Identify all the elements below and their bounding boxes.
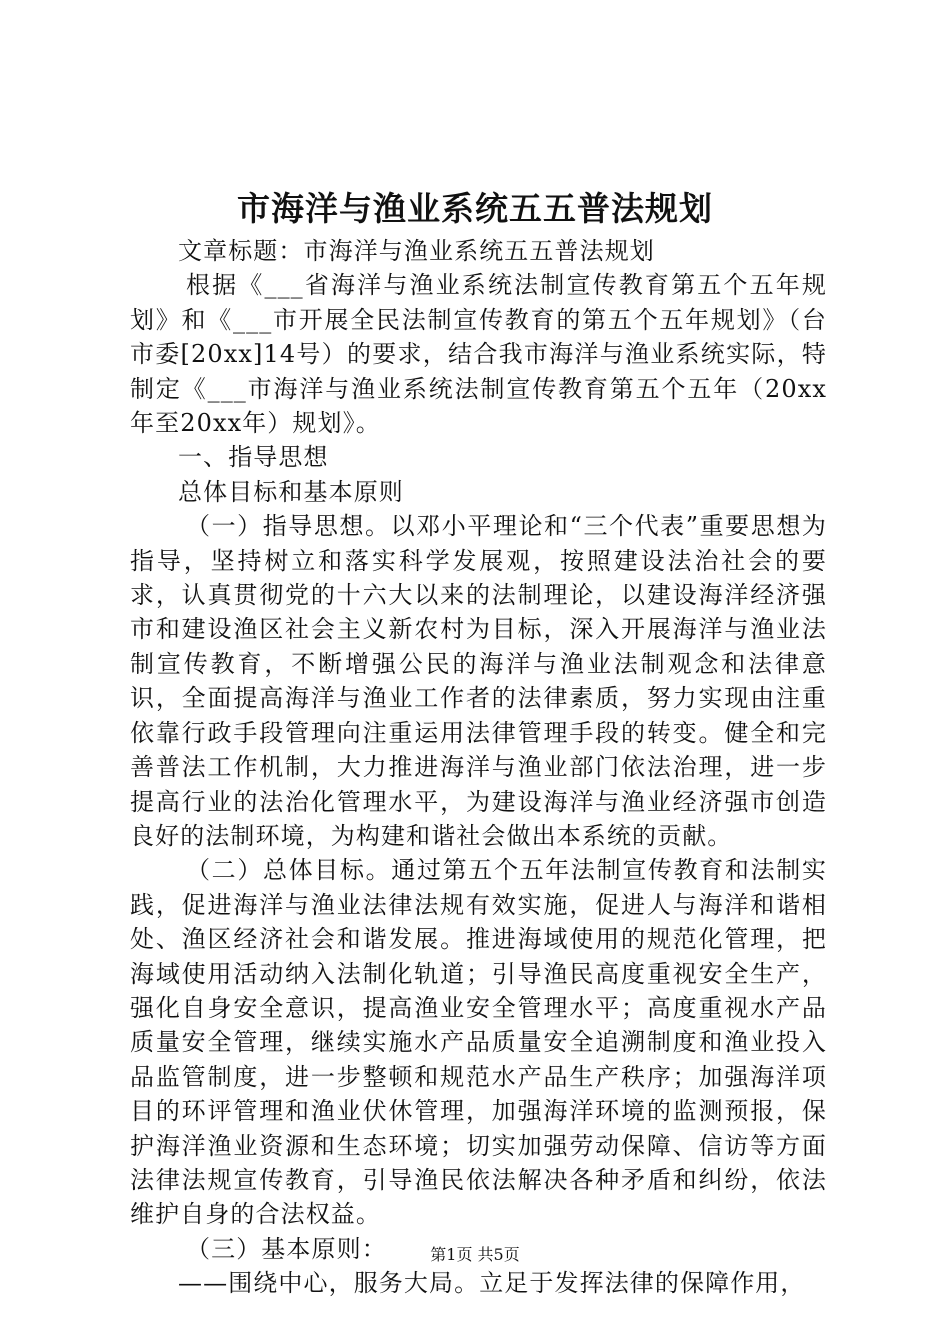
section-heading: 一、指导思想 bbox=[178, 443, 329, 472]
paragraph: 文章标题：市海洋与渔业系统五五普法规划 bbox=[178, 237, 655, 265]
paragraph: ——围绕中心，服务大局。立足于发挥法律的保障作用， bbox=[178, 1269, 806, 1298]
paragraph: （三）基本原则： bbox=[186, 1234, 387, 1263]
paragraph: （二）总体目标。通过第五个五年法制宣传教育和法制实践，促进海洋与渔业法律法规有效实施，促进人与海洋和谐相处、渔区经济社会和谐发展。推进海域使用的规范化管理，把海域使用活动纳入法制化轨道；引导渔民高度重视安全生产，强化自身安全意识，提高渔业安全管理水平；高度重视水产品质量安全管理，继续实施水产品质量安全追溯制度和渔业投入品监管制度，进一步整顿和规范水产品生产秩序；加强海洋项目的环评管理和渔业伏休管理，加强海洋环境的监测预报，保护海洋渔业资源和生态环境；切实加强劳动保障、信访等方面法律法规宣传教育，引导渔民依法解决各种矛盾和纠纷，依法维护自身的合法权益。 bbox=[130, 856, 827, 1229]
page-footer: 第1页 共5页 bbox=[430, 1245, 520, 1264]
paragraph: （一）指导思想。以邓小平理论和“三个代表”重要思想为指导，坚持树立和落实科学发展观，按照建设法治社会的要求，认真贯彻党的十六大以来的法制理论，以建设海洋经济强市和建设渔区社会主义新农村为目标，深入开展海洋与渔业法制宣传教育，不断增强公民的海洋与渔业法制观念和法律意识，全面提高海洋与渔业工作者的法律素质，努力实现由注重依靠行政手段管理向注重运用法律管理手段的转变。健全和完善普法工作机制，大力推进海洋与渔业部门依法治理，进一步提高行业的法治化管理水平，为建设海洋与渔业经济强市创造良好的法制环境，为构建和谐社会做出本系统的贡献。 bbox=[130, 512, 827, 850]
document-body bbox=[130, 234, 827, 1301]
document-title: 市海洋与渔业系统五五普法规划 bbox=[237, 189, 713, 228]
paragraph: 根据《___省海洋与渔业系统法制宣传教育第五个五年规划》和《___市开展全民法制宣传教育的第五个五年规划》（台市委[20xx]14号）的要求，结合我市海洋与渔业系统实际，特制定《___市海洋与渔业系统法制宣传教育第五个五年（20xx年至20xx年）规划》。 bbox=[130, 271, 827, 438]
section-subheading: 总体目标和基本原则 bbox=[178, 477, 404, 506]
